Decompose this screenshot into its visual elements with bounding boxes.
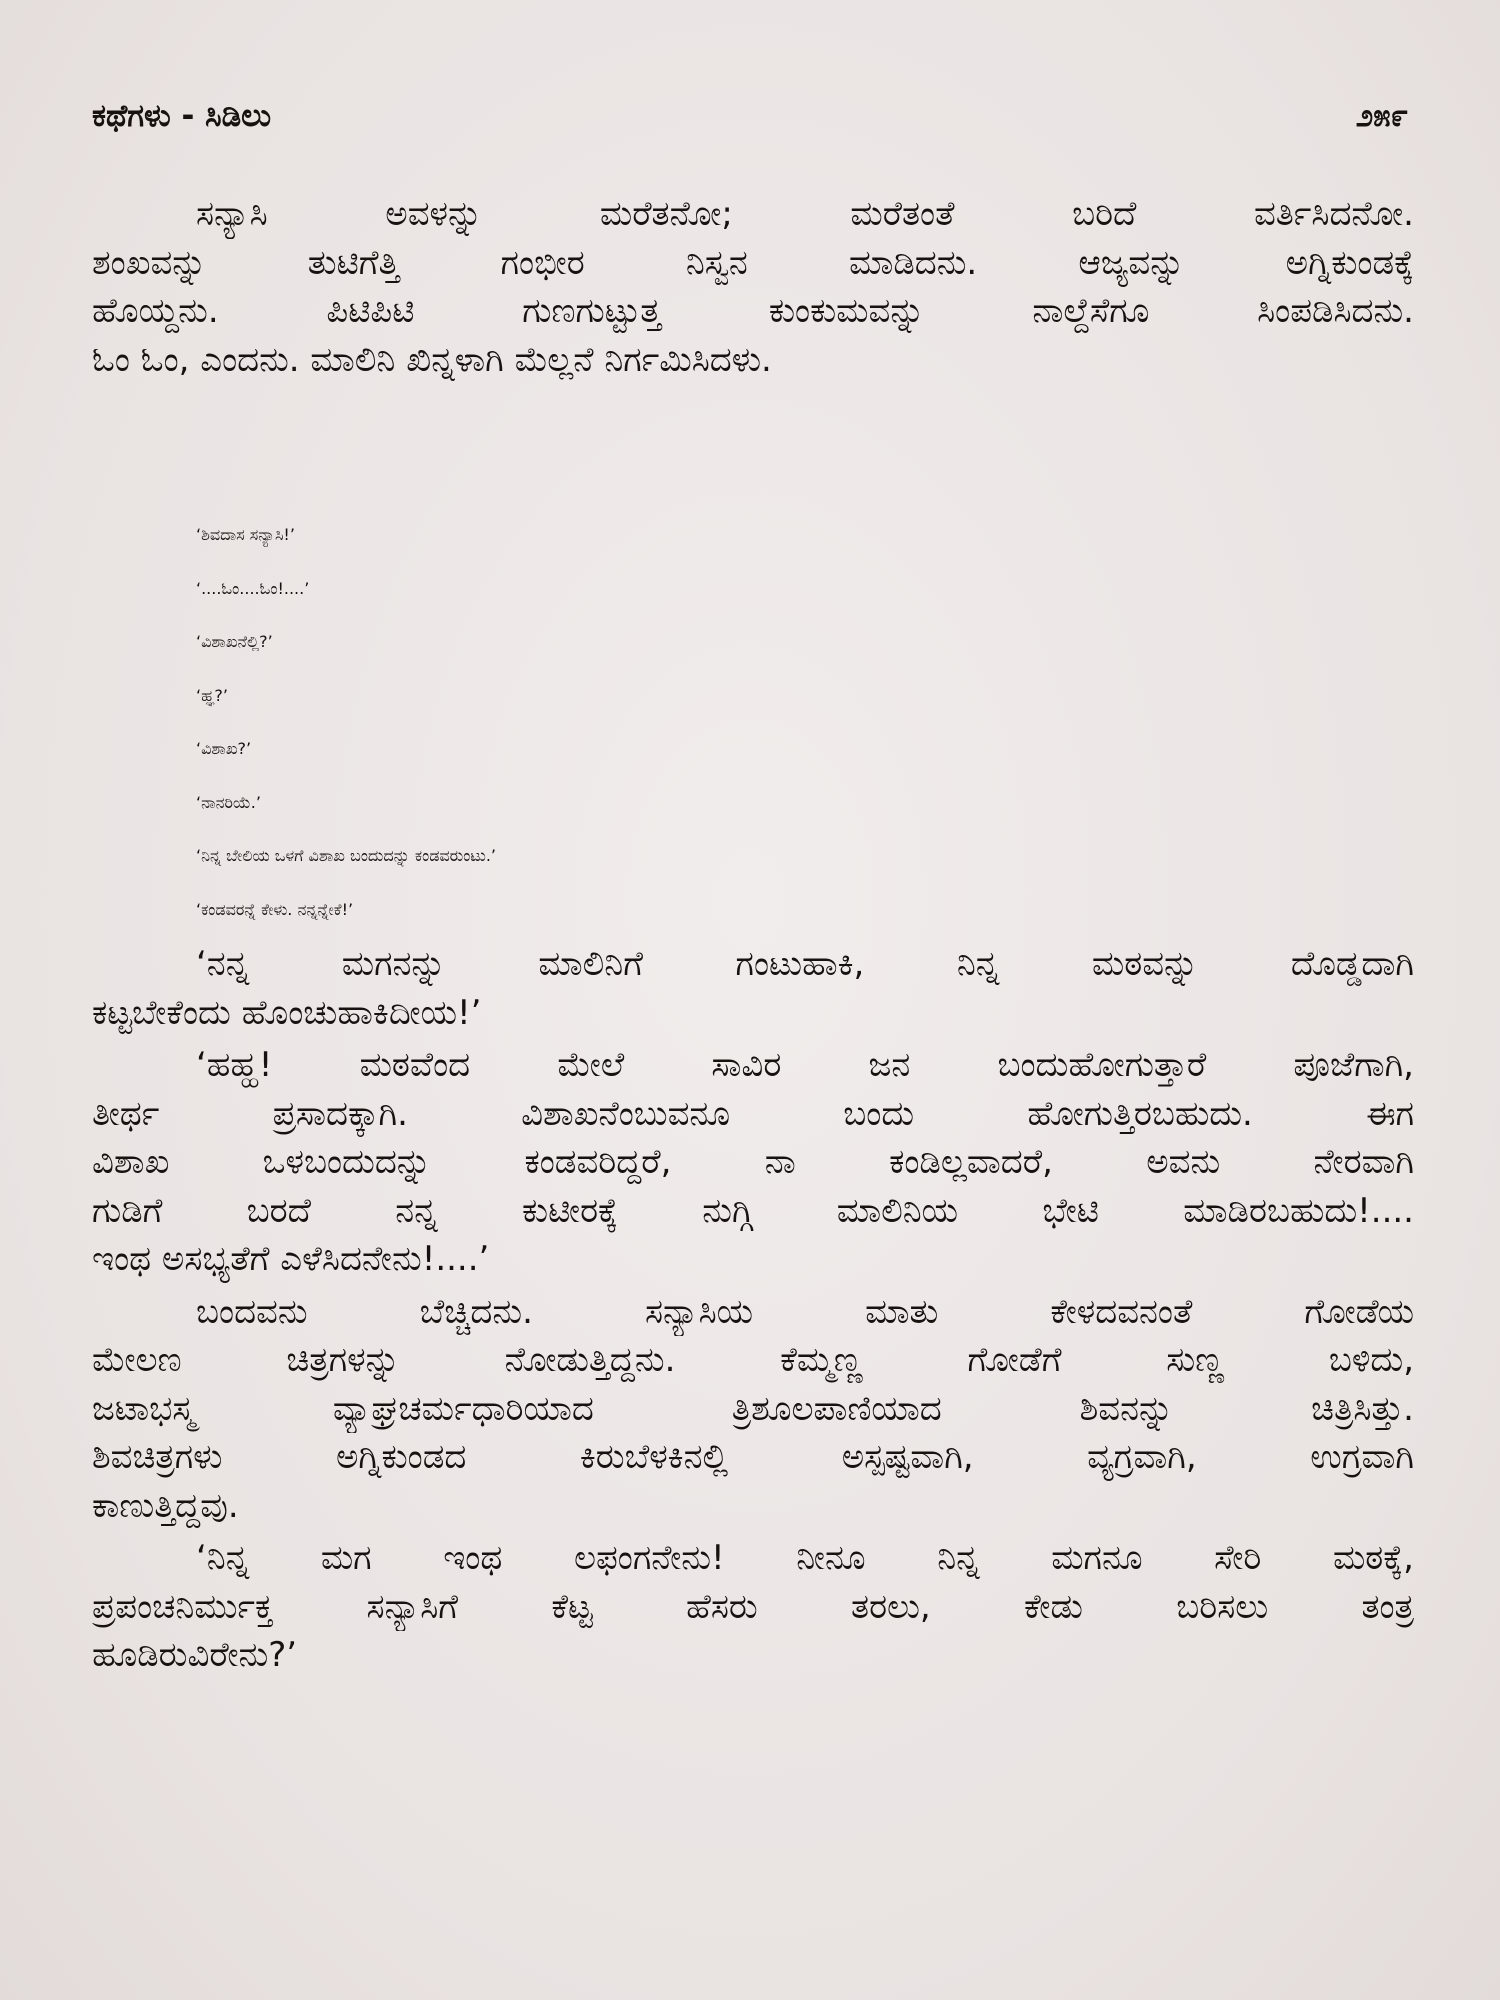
text-line: ‘ನಿನ್ನ ಮಗ ಇಂಥ ಲಫಂಗನೇನು! ನೀನೂ ನಿನ್ನ ಮಗನೂ ಸೇರಿ ಮಠಕ್ಕೆ, [196, 1538, 1414, 1578]
paragraph [92, 1534, 1414, 1680]
paragraph [92, 1041, 1414, 1284]
text-line: ‘ನನ್ನ ಮಗನನ್ನು ಮಾಲಿನಿಗೆ ಗಂಟುಹಾಕಿ, ನಿನ್ನ ಮಠವನ್ನು ದೊಡ್ಡದಾಗಿ [196, 944, 1414, 984]
dialogue-line: ‘ಶಿವದಾಸ ಸನ್ಯಾಸಿ!’ [196, 525, 295, 544]
paragraph [92, 1288, 1414, 1531]
text-line: ಕಟ್ಟಬೇಕೆಂದು ಹೊಂಚುಹಾಕಿದೀಯ!’ [92, 992, 482, 1033]
text-line: ಶಂಖವನ್ನು ತುಟಿಗೆತ್ತಿ ಗಂಭೀರ ನಿಸ್ವನ ಮಾಡಿದನು. ಆಜ್ಯವನ್ನು ಅಗ್ನಿಕುಂಡಕ್ಕೆ [92, 242, 1414, 283]
page-body [92, 190, 1414, 1680]
text-line: ‘ಹಹ್ಹ! ಮಠವೆಂದ ಮೇಲೆ ಸಾವಿರ ಜನ ಬಂದುಹೋಗುತ್ತಾರೆ ಪೂಜೆಗಾಗಿ, [196, 1045, 1414, 1085]
text-line: ಹೊಯ್ದನು. ಪಿಟಿಪಿಟಿ ಗುಣಗುಟ್ಟುತ್ತ ಕುಂಕುಮವನ್ನು ನಾಲ್ದೆಸೆಗೂ ಸಿಂಪಡಿಸಿದನು. [92, 291, 1414, 331]
text-line: ಓಂ ಓಂ, ಎಂದನು. ಮಾಲಿನಿ ಖಿನ್ನಳಾಗಿ ಮೆಲ್ಲನೆ ನಿರ್ಗಮಿಸಿದಳು. [92, 339, 772, 380]
dialogue-line: ‘ನಾನರಿಯೆ.’ [196, 792, 261, 812]
text-line: ಹೂಡಿರುವಿರೇನು?’ [92, 1635, 298, 1675]
section-gap [92, 384, 1414, 508]
text-line: ಶಿವಚಿತ್ರಗಳು ಅಗ್ನಿಕುಂಡದ ಕಿರುಬೆಳಕಿನಲ್ಲಿ ಅಸ್ಪಷ್ಟವಾಗಿ, ವ್ಯಗ್ರವಾಗಿ, ಉಗ್ರವಾಗಿ [92, 1437, 1414, 1477]
dialogue-line: ‘ವಿಶಾಖ?’ [196, 739, 252, 758]
text-line: ತೀರ್ಥ ಪ್ರಸಾದಕ್ಕಾಗಿ. ವಿಶಾಖನೆಂಬುವನೂ ಬಂದು ಹೋಗುತ್ತಿರಬಹುದು. ಈಗ [92, 1093, 1414, 1134]
dialogue-line: ‘ಹ್ಞ?’ [196, 685, 228, 705]
page-number: ೨೫೯ [1355, 98, 1408, 134]
paragraph [92, 190, 1414, 384]
text-line: ಸನ್ಯಾಸಿ ಅವಳನ್ನು ಮರೆತನೋ; ಮರೆತಂತೆ ಬರಿದೆ ವರ್ತಿಸಿದನೋ. [196, 194, 1414, 234]
text-line: ಇಂಥ ಅಸಭ್ಯತೆಗೆ ಎಳೆಸಿದನೇನು!....’ [92, 1239, 490, 1279]
dialogue-line: ‘....ಓಂ....ಓಂ!....’ [196, 578, 310, 598]
dialogue-line: ‘ವಿಶಾಖನೆಲ್ಲಿ?’ [196, 632, 273, 651]
dialogue-block [92, 508, 1414, 936]
running-head: ಕಥೆಗಳು - ಸಿಡಿಲು [92, 98, 272, 134]
text-line: ಗುಡಿಗೆ ಬರದೆ ನನ್ನ ಕುಟೀರಕ್ಕೆ ನುಗ್ಗಿ ಮಾಲಿನಿಯ ಭೇಟಿ ಮಾಡಿರಬಹುದು!.... [92, 1190, 1414, 1231]
text-line: ಮೇಲಣ ಚಿತ್ರಗಳನ್ನು ನೋಡುತ್ತಿದ್ದನು. ಕೆಮ್ಮಣ್ಣ ಗೋಡೆಗೆ ಸುಣ್ಣ ಬಳಿದು, [92, 1340, 1414, 1380]
text-line: ಪ್ರಪಂಚನಿರ್ಮುಕ್ತ ಸನ್ಯಾಸಿಗೆ ಕೆಟ್ಟ ಹೆಸರು ತರಲು, ಕೇಡು ಬರಿಸಲು ತಂತ್ರ [92, 1586, 1414, 1627]
text-line: ಬಂದವನು ಬೆಚ್ಚಿದನು. ಸನ್ಯಾಸಿಯ ಮಾತು ಕೇಳದವನಂತೆ ಗೋಡೆಯ [196, 1291, 1414, 1332]
paragraph [92, 940, 1414, 1037]
text-line: ಜಟಾಭಸ್ಮ ವ್ಯಾಘ್ರಚರ್ಮಧಾರಿಯಾದ ತ್ರಿಶೂಲಪಾಣಿಯಾದ ಶಿವನನ್ನು ಚಿತ್ರಿಸಿತ್ತು. [92, 1388, 1414, 1429]
dialogue-line: ‘ನಿನ್ನ ಬೇಲಿಯ ಒಳಗೆ ವಿಶಾಖ ಬಂದುದನ್ನು ಕಂಡವರುಂಟು.’ [196, 846, 497, 865]
text-line: ವಿಶಾಖ ಒಳಬಂದುದನ್ನು ಕಂಡವರಿದ್ದರೆ, ನಾ ಕಂಡಿಲ್ಲವಾದರೆ, ಅವನು ನೇರವಾಗಿ [92, 1142, 1414, 1182]
dialogue-line: ‘ಕಂಡವರನ್ನೆ ಕೇಳು. ನನ್ನನ್ನೇಕೆ!’ [196, 899, 354, 919]
page-header [92, 98, 1408, 142]
text-line: ಕಾಣುತ್ತಿದ್ದವು. [92, 1485, 239, 1526]
